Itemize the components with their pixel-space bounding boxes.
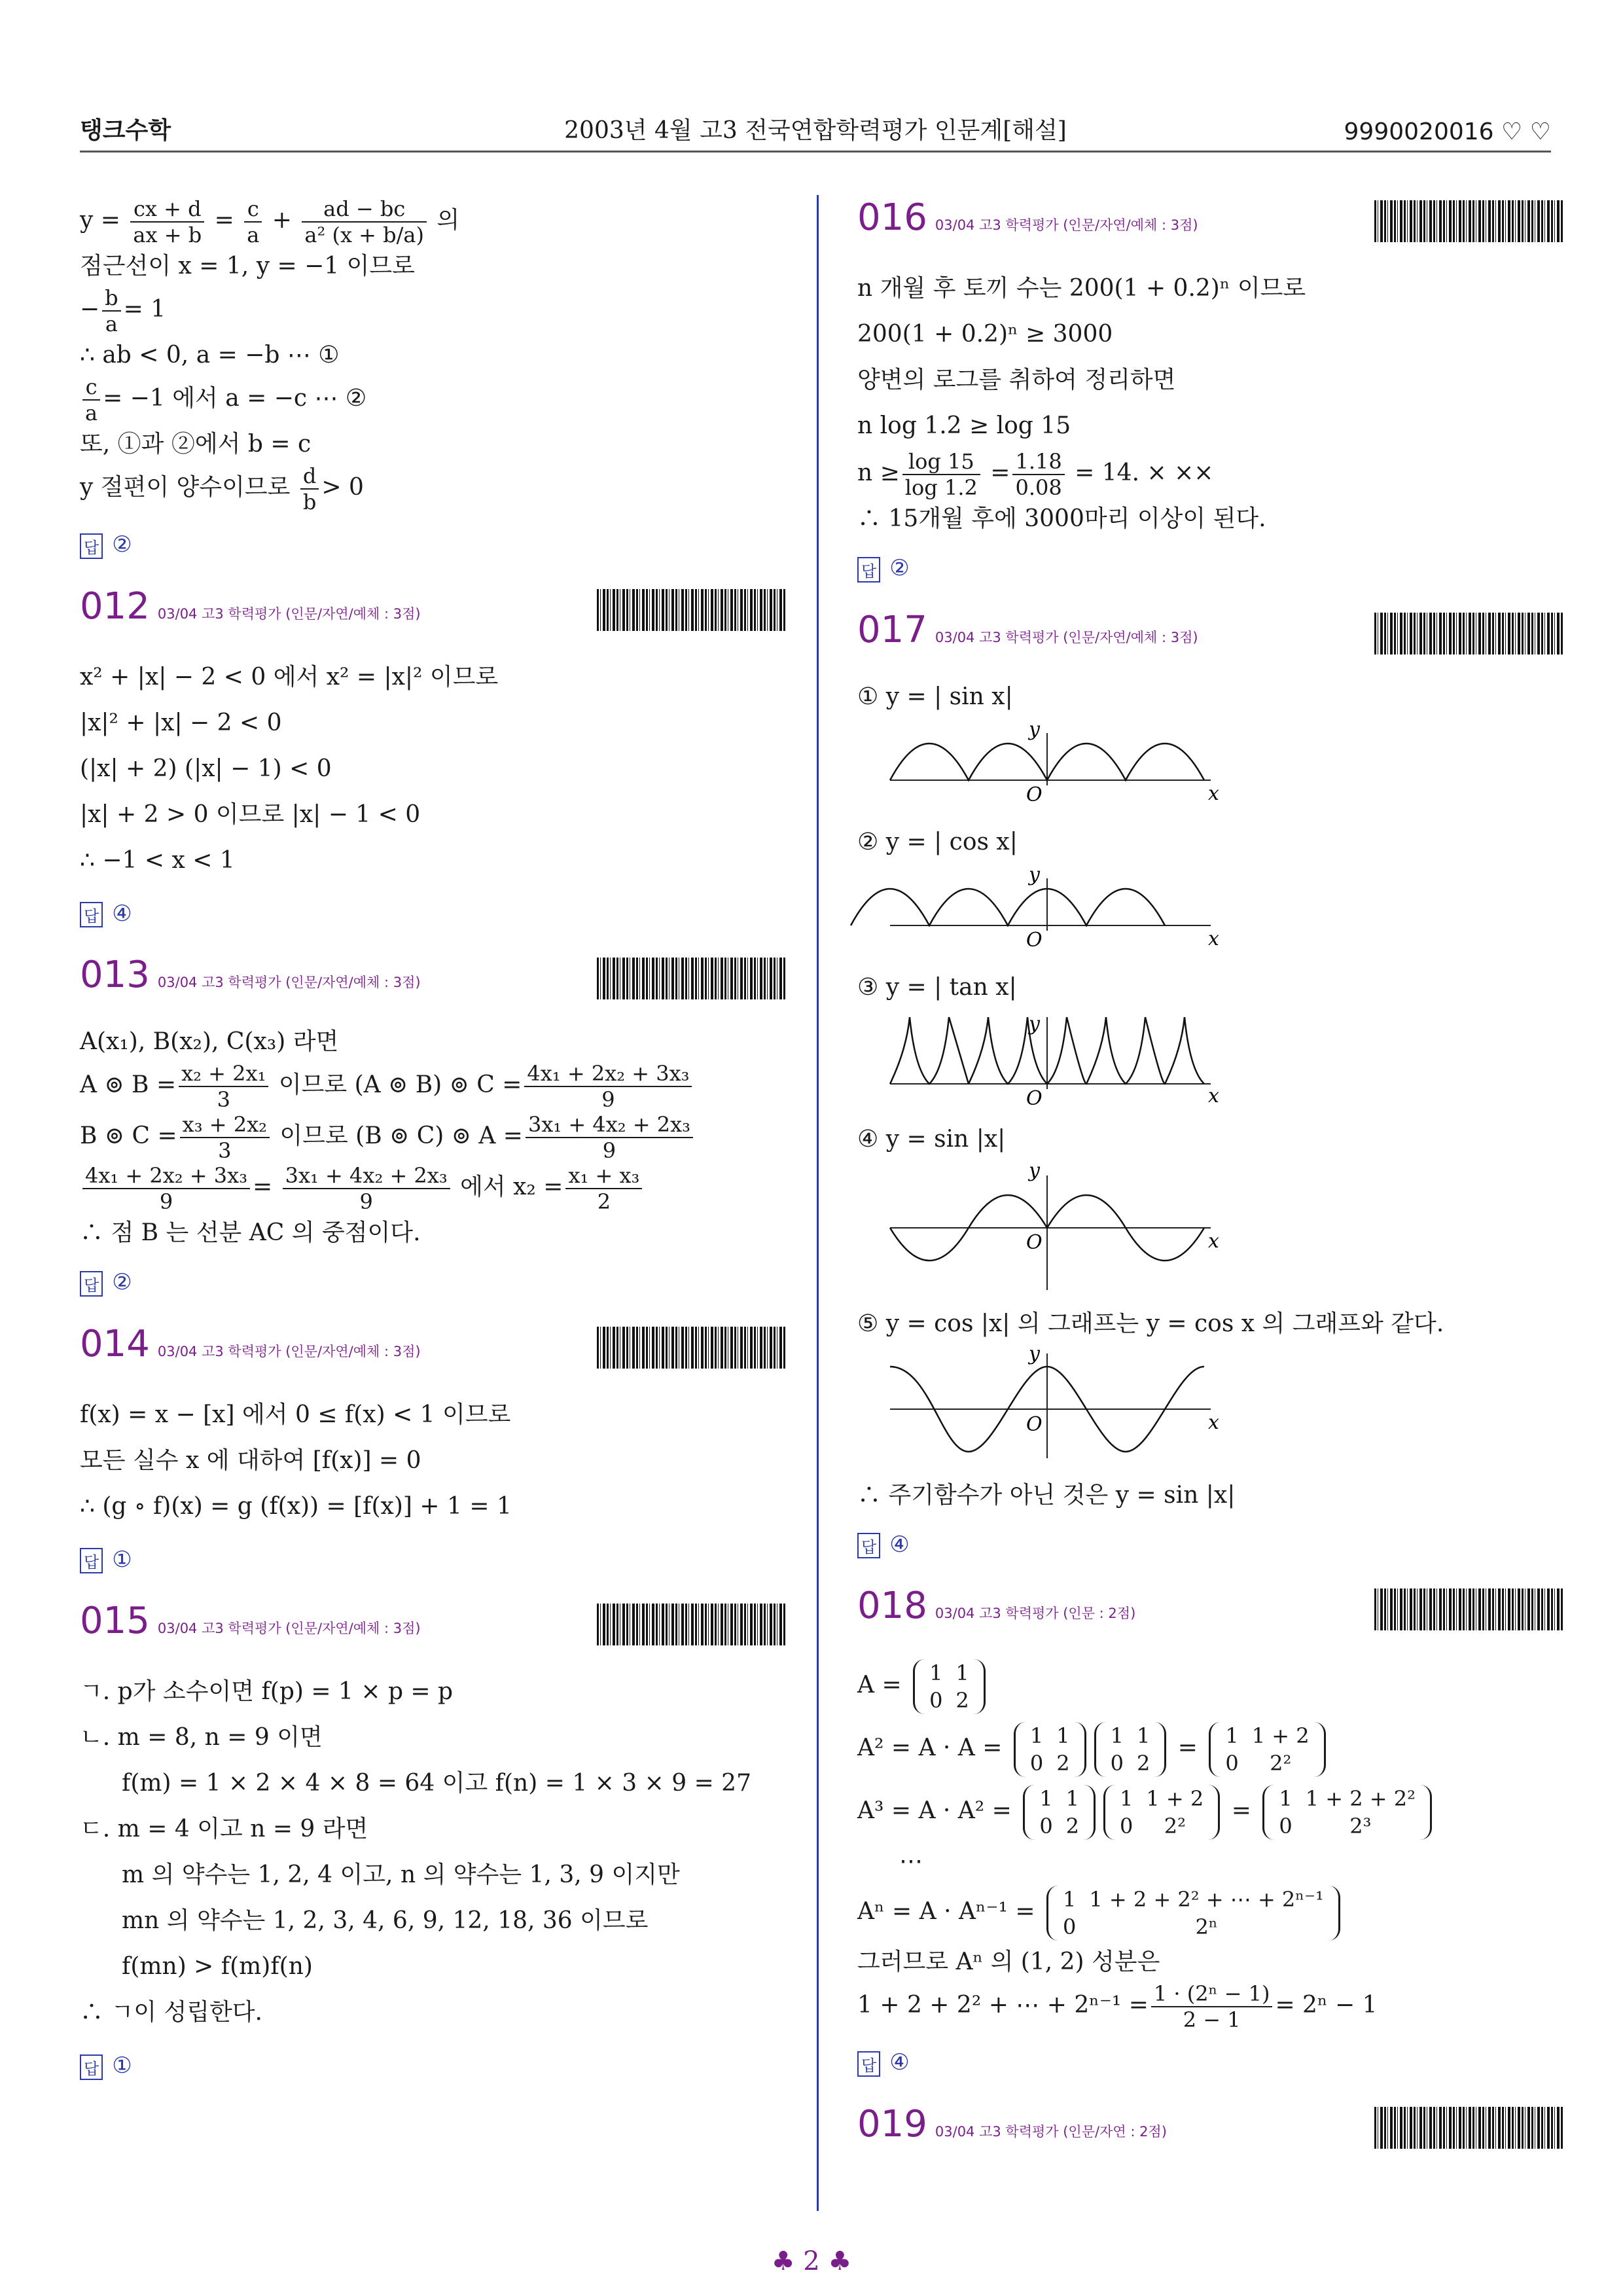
p011-line-7: y 절편이 양수이므로 $\frac{d}{b}$ > 0 <box>80 463 364 514</box>
problem-017-header <box>857 609 1564 668</box>
origin-label: O <box>1026 1230 1043 1254</box>
matrix-a-squared: 1 1 + 2 0 2² <box>1209 1722 1325 1777</box>
graph-abs-cos <box>890 865 1217 957</box>
page-number: ♣ 2 ♣ <box>771 2246 852 2276</box>
problem-meta: 03/04 고3 학력평가 (인문/자연/예체 : 3점) <box>157 605 421 622</box>
document-code: 9990020016 ♡ ♡ <box>1344 118 1551 145</box>
barcode <box>597 589 787 631</box>
problem-013-header <box>80 954 787 1013</box>
column-divider <box>817 195 819 2211</box>
problem-meta: 03/04 고3 학력평가 (인문/자연/예체 : 3점) <box>157 1621 421 1636</box>
p011-line-5: $\frac{c}{a}$ = −1 에서 a = −c ⋯ ② <box>80 374 787 425</box>
p011-line-4: ∴ ab < 0, a = −b ⋯ ① <box>80 342 340 368</box>
p013-line-4: $\frac{\text{4x₁ + 2x₂ + 3x₃}}{9}$ = $\frac{\text{3x₁ + 4x₂ + 2x₃}}{9}$ 에서 x₂ = $\frac{\text{x₁ + x₃}}{2}$ <box>80 1163 787 1214</box>
y-label: y <box>1029 717 1040 741</box>
origin-label: O <box>1026 783 1043 806</box>
origin-label: O <box>1026 1412 1043 1436</box>
problem-number: 014 <box>80 1322 150 1365</box>
p015-line-7: f(mn) > f(m)f(n) <box>122 1953 313 1980</box>
barcode <box>1374 200 1564 242</box>
problem-number: 012 <box>80 584 150 628</box>
p015-line-8: ∴ ㄱ이 성립한다. <box>80 1999 262 2026</box>
barcode <box>597 1604 787 1645</box>
p013-line-1: A(x₁), B(x₂), C(x₃) 라면 <box>80 1028 339 1055</box>
p018-line-4: Aⁿ = A · Aⁿ⁻¹ = 1 1 + 2 + 2² + ⋯ + 2ⁿ⁻¹ 0 2ⁿ <box>857 1880 1564 1943</box>
problem-meta: 03/04 고3 학력평가 (인문 : 2점) <box>935 1605 1136 1621</box>
barcode <box>597 1327 787 1369</box>
graph-abs-sin <box>890 717 1219 812</box>
y-label: y <box>1029 1012 1040 1035</box>
problem-014-header <box>80 1323 787 1382</box>
p016-line-5: n ≥ $\frac{\log 15}{\log 1.2}$ = $\frac{1.18}{0.08}$ = 14. × ×× <box>857 449 1214 500</box>
problem-number: 018 <box>857 1585 927 1627</box>
p013-line-2: A ⊚ B = $\frac{\text{x₂ + 2x₁}}{3}$ 이므로 (A ⊚ B) ⊚ C = $\frac{\text{4x₁ + 2x₂ + 3x₃}}{9}$ <box>80 1061 787 1112</box>
p014-line: f(x) = x − [x] 에서 0 ≤ f(x) < 1 이므로 <box>80 1401 511 1428</box>
p013-line-3: B ⊚ C = $\frac{\text{x₃ + 2x₂}}{3}$ 이므로 (B ⊚ C) ⊚ A = $\frac{\text{3x₁ + 4x₂ + 2x₃}}{9}$ <box>80 1112 787 1163</box>
matrix-a-cubed: 1 1 + 2 + 2² 0 2³ <box>1262 1785 1432 1840</box>
graph-sin-abs <box>890 1158 1219 1293</box>
problem-number: 017 <box>857 608 927 651</box>
p013-line-5: ∴ 점 B 는 선분 AC 의 중점이다. <box>80 1219 421 1246</box>
problem-019-header <box>857 2103 1564 2162</box>
matrix-a: 1 1 0 2 <box>913 1659 986 1714</box>
problem-number: 016 <box>857 196 927 239</box>
p012-line: (|x| + 2) (|x| − 1) < 0 <box>80 755 332 782</box>
p015-line-1: ㄱ. p가 소수이면 f(p) = 1 × p = p <box>80 1678 454 1705</box>
p018-line-3: A³ = A · A² = 1 1 0 2 1 1 + 2 0 2² = 1 1 + 2 + 2² 0 2³ <box>857 1780 1564 1842</box>
problem-meta: 03/04 고3 학력평가 (인문/자연/예체 : 3점) <box>935 217 1198 233</box>
p012-line: |x| + 2 > 0 이므로 |x| − 1 < 0 <box>80 800 421 828</box>
problem-016-header <box>857 196 1564 255</box>
p013-answer: 답 ② <box>80 1269 787 1297</box>
p015-answer: 답 ① <box>80 2053 787 2080</box>
page-header <box>80 105 1551 152</box>
matrix-a: 1 1 0 2 <box>1014 1722 1086 1777</box>
problem-meta: 03/04 고3 학력평가 (인문/자연/예체 : 3점) <box>935 629 1198 645</box>
matrix-a-squared: 1 1 + 2 0 2² <box>1103 1785 1220 1840</box>
p015-line-5: m 의 약수는 1, 2, 4 이고, n 의 약수는 1, 3, 9 이지만 <box>122 1861 680 1888</box>
p018-line-1: A = 1 1 0 2 <box>857 1654 1564 1717</box>
p012-line: |x|² + |x| − 2 < 0 <box>80 709 282 736</box>
x-label: x <box>1208 1410 1219 1434</box>
problem-012-header <box>80 585 787 644</box>
p017-answer: 답 ④ <box>857 1532 1564 1559</box>
problem-number: 019 <box>857 2102 927 2145</box>
barcode <box>1374 2107 1564 2149</box>
p011-answer: 답 ② <box>80 531 787 559</box>
x-label: x <box>1208 1084 1219 1107</box>
p011-line-1: y = $\frac{cx + d}{ax + b}$ = $\frac{c}{a}$ + $\frac{ad - bc}{\text{a² (x + b/a)}}$ 의 <box>80 196 460 247</box>
problem-015-header <box>80 1600 787 1659</box>
p016-answer: 답 ② <box>857 555 1564 583</box>
p012-answer: 답 ④ <box>80 901 787 928</box>
p014-line: 모든 실수 x 에 대하여 [f(x)] = 0 <box>80 1446 421 1474</box>
p018-dots: ⋯ <box>899 1848 923 1874</box>
p011-line-6: 또, ①과 ②에서 b = c <box>80 431 312 457</box>
graph-5-caption: ⑤ y = cos |x| 의 그래프는 y = cos x 의 그래프와 같다. <box>857 1310 1444 1337</box>
p016-line-1: n 개월 후 토끼 수는 200(1 + 0.2)ⁿ 이므로 <box>857 275 1306 302</box>
p015-line-4: ㄷ. m = 4 이고 n = 9 라면 <box>80 1816 368 1842</box>
p011-line-2: 점근선이 x = 1, y = −1 이므로 <box>80 253 415 279</box>
right-column <box>857 196 1564 2172</box>
p018-line-5: 그러므로 Aⁿ 의 (1, 2) 성분은 <box>857 1948 1160 1975</box>
y-label: y <box>1029 1158 1040 1182</box>
p018-line-2: A² = A · A = 1 1 0 2 1 1 0 2 = 1 1 + 2 0 2² <box>857 1717 1564 1780</box>
x-label: x <box>1208 781 1219 805</box>
x-label: x <box>1208 1229 1219 1253</box>
p018-line-6: 1 + 2 + 2² + ⋯ + 2ⁿ⁻¹ = $\frac{\text{1 · (2ⁿ − 1)}}{2 - 1}$ = 2ⁿ − 1 <box>857 1981 1378 2032</box>
p012-line: ∴ −1 < x < 1 <box>80 846 235 874</box>
p016-line-4: n log 1.2 ≥ log 15 <box>857 412 1071 439</box>
left-column <box>80 196 787 2092</box>
graph-2-caption: ② y = | cos x| <box>857 828 1018 855</box>
p016-line-6: ∴ 15개월 후에 3000마리 이상이 된다. <box>857 505 1266 532</box>
graph-cos-abs <box>890 1342 1219 1465</box>
p015-line-3: f(m) = 1 × 2 × 4 × 8 = 64 이고 f(n) = 1 × 3 × 9 = 27 <box>122 1770 751 1797</box>
problem-number: 015 <box>80 1600 150 1642</box>
barcode <box>1374 1588 1564 1630</box>
barcode <box>597 958 787 999</box>
p014-answer: 답 ① <box>80 1547 787 1574</box>
problem-number: 013 <box>80 954 150 996</box>
p015-line-2: ㄴ. m = 8, n = 9 이면 <box>80 1724 323 1751</box>
graph-3-caption: ③ y = | tan x| <box>857 973 1017 1001</box>
origin-label: O <box>1026 928 1043 952</box>
curve <box>851 889 1165 925</box>
p017-conclusion: ∴ 주기함수가 아닌 것은 y = sin |x| <box>857 1481 1236 1509</box>
x-label: x <box>1208 927 1219 950</box>
p012-line: x² + |x| − 2 < 0 에서 x² = |x|² 이므로 <box>80 663 499 691</box>
y-label: y <box>1029 1342 1040 1365</box>
origin-label: O <box>1026 1086 1043 1110</box>
problem-meta: 03/04 고3 학력평가 (인문/자연 : 2점) <box>935 2123 1167 2140</box>
y-label: y <box>1029 863 1040 886</box>
brand-title: 탱크수학 <box>80 117 171 144</box>
graph-1-caption: ① y = | sin x| <box>857 683 1013 710</box>
problem-meta: 03/04 고3 학력평가 (인문/자연/예체 : 3점) <box>157 1343 421 1359</box>
p016-line-3: 양변의 로그를 취하여 정리하면 <box>857 367 1176 393</box>
graph-abs-tan <box>890 1011 1217 1109</box>
p014-line: ∴ (g ∘ f)(x) = g (f(x)) = [f(x)] + 1 = 1 <box>80 1492 512 1520</box>
p011-line-3: − $\frac{b}{a}$ = 1 <box>80 285 166 336</box>
matrix-a: 1 1 0 2 <box>1094 1722 1167 1777</box>
matrix-a-n: 1 1 + 2 + 2² + ⋯ + 2ⁿ⁻¹ 0 2ⁿ <box>1046 1886 1340 1941</box>
problem-meta: 03/04 고3 학력평가 (인문/자연/예체 : 3점) <box>157 975 421 990</box>
matrix-a: 1 1 0 2 <box>1023 1785 1096 1840</box>
problem-018-header <box>857 1585 1564 1643</box>
p018-answer: 답 ④ <box>857 2049 1564 2077</box>
graph-4-caption: ④ y = sin |x| <box>857 1125 1006 1153</box>
p015-line-6: mn 의 약수는 1, 2, 3, 4, 6, 9, 12, 18, 36 이므로 <box>122 1907 649 1934</box>
barcode <box>1374 613 1564 655</box>
curve-branches <box>949 1017 1185 1084</box>
exam-title: 2003년 4월 고3 전국연합학력평가 인문계[해설] <box>564 117 1067 144</box>
p016-line-2: 200(1 + 0.2)ⁿ ≥ 3000 <box>857 321 1113 348</box>
